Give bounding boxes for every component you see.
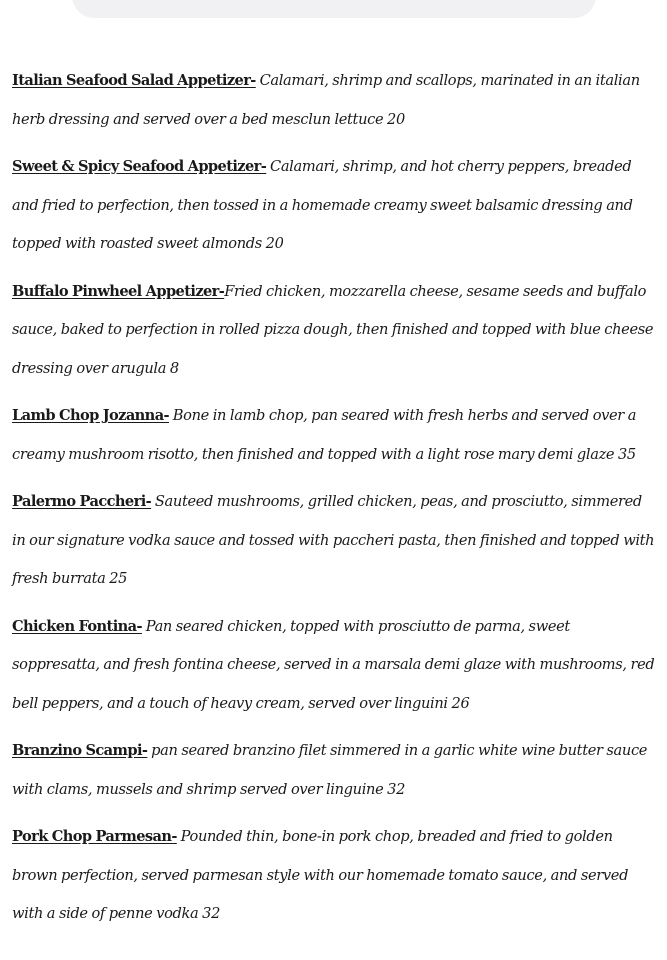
menu-item-palermo-paccheri [12,483,657,599]
menu-item-pork-chop-parmesan [12,818,657,934]
menu-item-description: Pan seared chicken, topped with prosciutto de parma, sweet soppresatta, and fresh fontina cheese, served in a marsala demi glaze with mushrooms, red bell peppers, and a touch of heavy cream, served over linguini 26 [12,617,655,712]
menu-list [12,62,657,943]
menu-item-buffalo-pinwheel [12,273,657,389]
menu-item-name: Buffalo Pinwheel Appetizer- [12,282,225,300]
menu-item-description: Fried chicken, mozzarella cheese, sesame seeds and buffalo sauce, baked to perfection in rolled pizza dough, then finished and topped with blue cheese dressing over arugula 8 [12,282,654,377]
menu-item-lamb-chop-jozanna [12,397,657,474]
top-bar [72,0,596,18]
menu-item-name: Branzino Scampi- [12,742,148,759]
menu-item-name: Chicken Fontina- [12,617,142,635]
menu-item-name: Lamb Chop Jozanna- [12,407,170,424]
menu-item-description: Bone in lamb chop, pan seared with fresh herbs and served over a creamy mushroom risotto, then finished and topped with a light rose mary demi glaze 35 [12,407,637,463]
menu-item-name: Palermo Paccheri- [12,493,152,510]
menu-item-italian-seafood-salad [12,62,657,139]
menu-item-description: Calamari, shrimp and scallops, marinated in an italian herb dressing and served over a bed mesclun lettuce 20 [12,72,640,128]
menu-item-name: Pork Chop Parmesan- [12,828,177,845]
menu-item-name: Sweet & Spicy Seafood Appetizer- [12,158,267,175]
menu-item-description: pan seared branzino filet simmered in a garlic white wine butter sauce with clams, mussels and shrimp served over linguine 32 [12,742,648,798]
menu-item-sweet-spicy-seafood [12,148,657,264]
menu-item-description: Calamari, shrimp, and hot cherry peppers, breaded and fried to perfection, then tossed in a homemade creamy sweet balsamic dressing and topped with roasted sweet almonds 20 [12,158,633,252]
menu-item-branzino-scampi [12,732,657,809]
menu-item-description: Sauteed mushrooms, grilled chicken, peas, and prosciutto, simmered in our signature vodka sauce and tossed with paccheri pasta, then finished and topped with fresh burrata 25 [12,493,655,587]
menu-item-description: Pounded thin, bone-in pork chop, breaded and fried to golden brown perfection, served parmesan style with our homemade tomato sauce, and served with a side of penne vodka 32 [12,828,629,922]
menu-item-chicken-fontina [12,608,657,724]
menu-item-name: Italian Seafood Salad Appetizer- [12,72,256,89]
